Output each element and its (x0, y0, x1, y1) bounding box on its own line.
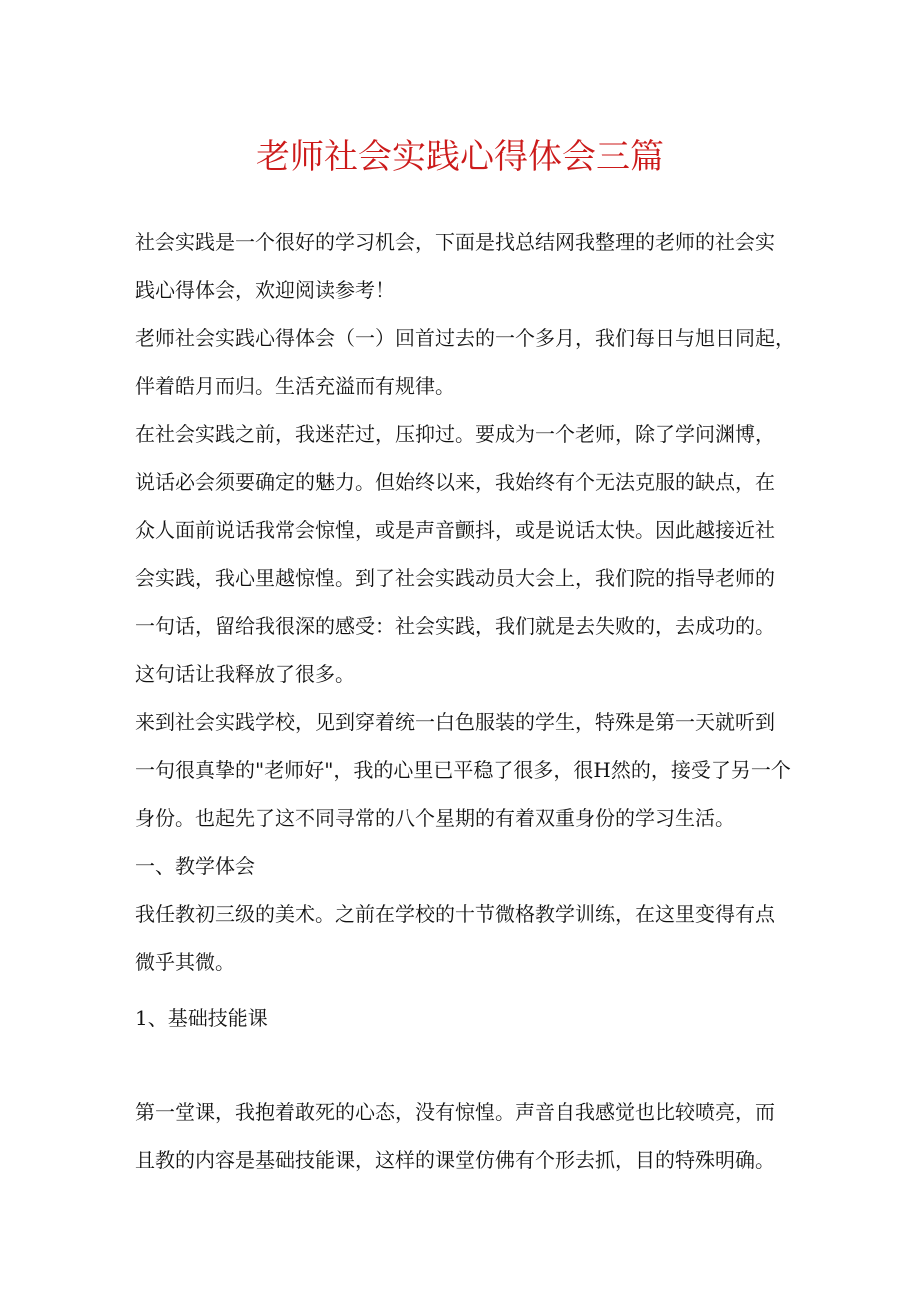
text-line: 伴着皓月而归。生活充溢而有规律。 (135, 374, 455, 398)
document-title: 老师社会实践心得体会三篇 (256, 137, 664, 177)
text-line: 且教的内容是基础技能课，这样的课堂仿佛有个形去抓，目的特殊明确。 (135, 1148, 775, 1172)
text-line: 来到社会实践学校，见到穿着统一白色服装的学生，特殊是第一天就听到 (135, 710, 775, 734)
text-line: 微乎其微。 (135, 950, 235, 974)
heading-line: 一、教学体会 (135, 854, 255, 878)
text-line: 践心得体会，欢迎阅读参考！ (135, 278, 395, 302)
text-line: 一句话，留给我很深的感受：社会实践，我们就是去失败的，去成功的。 (135, 614, 775, 638)
text-line: 第一堂课，我抱着敢死的心态，没有惊惶。声音自我感觉也比较喷亮，而 (135, 1100, 775, 1124)
text-line: 众人面前说话我常会惊惶，或是声音颤抖，或是说话太快。因此越接近社 (135, 518, 775, 542)
section-heading-teaching (135, 842, 795, 890)
subsection-heading-basic-skills (135, 994, 795, 1042)
text-line: 老师社会实践心得体会（一）回首过去的一个多月，我们每日与旭日同起， (135, 326, 795, 350)
text-line: 一句很真挚的"老师好"，我的心里已平稳了很多，很H然的，接受了另一个 (135, 758, 791, 782)
text-line: 在社会实践之前，我迷茫过，压抑过。要成为一个老师，除了学问渊博， (135, 422, 775, 446)
text-line: 社会实践是一个很好的学习机会，下面是找总结网我整理的老师的社会实 (135, 230, 775, 254)
text-line: 身份。也起先了这不同寻常的八个星期的有着双重身份的学习生活。 (135, 806, 735, 830)
text-line: 我任教初三级的美术。之前在学校的十节微格教学训练，在这里变得有点 (135, 902, 775, 926)
paragraph-first-lesson (135, 1088, 795, 1184)
paragraph-intro (135, 218, 795, 314)
heading-line: 1、基础技能课 (135, 1006, 268, 1030)
paragraph-before-practice (135, 410, 795, 698)
text-line: 这句话让我释放了很多。 (135, 662, 355, 686)
paragraph-arrival (135, 698, 795, 842)
text-line: 说话必会须要确定的魅力。但始终以来，我始终有个无法克服的缺点，在 (135, 470, 775, 494)
paragraph-part-one-opening (135, 314, 795, 410)
text-line: 会实践，我心里越惊惶。到了社会实践动员大会上，我们院的指导老师的 (135, 566, 775, 590)
paragraph-teaching (135, 890, 795, 986)
